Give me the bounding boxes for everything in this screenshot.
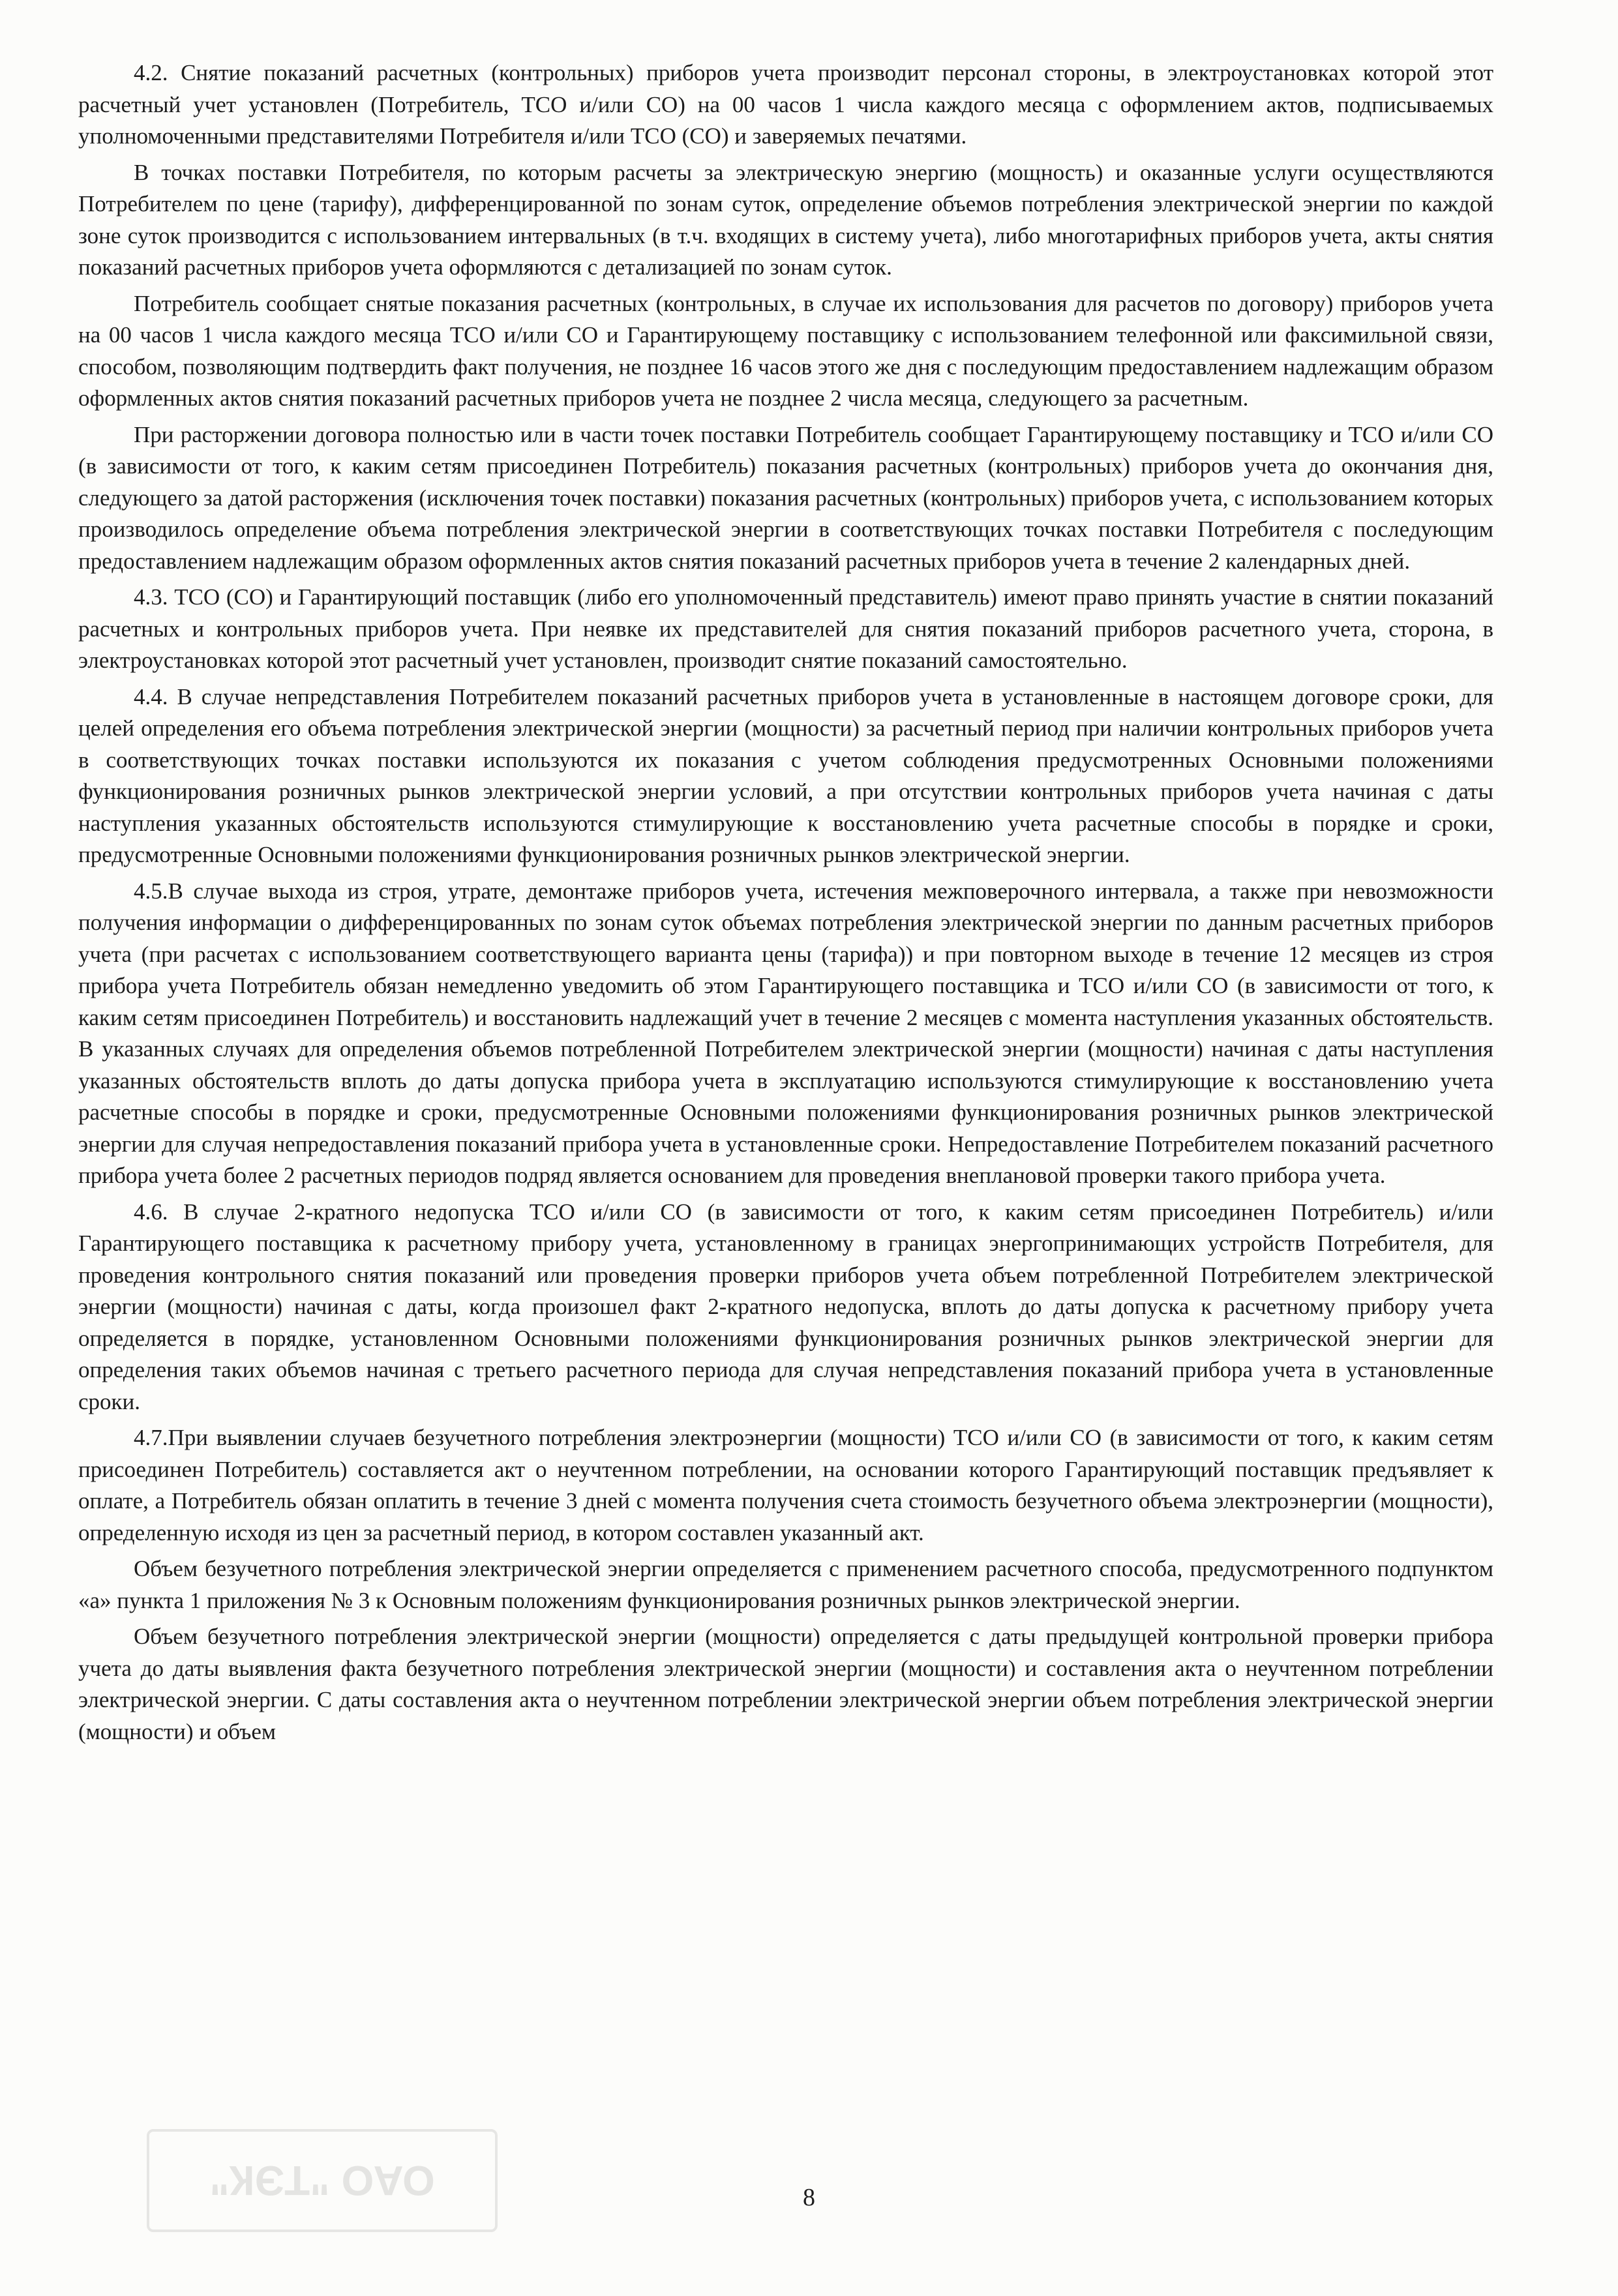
paragraph-4-7: 4.7.При выявлении случаев безучетного потребления электроэнергии (мощности) ТСО и/или СО (в зависимости от того, к каким сетям присоединен Потребитель) составляется акт о неучтенном потреблении, на основании которого Гарантирующий поставщик предъявляет к оплате, а Потребитель обязан оплатить в течение 3 дней с момента получения счета стоимость безучетного объема электроэнергии (мощности), определенную исходя из цен за расчетный период, в котором составлен указанный акт. bbox=[78, 1425, 1493, 1545]
paragraph-4-5: 4.5.В случае выхода из строя, утрате, демонтаже приборов учета, истечения межповерочного интервала, а также при невозможности получения информации о дифференцированных по зонам суток объемах потребления электрической энергии по данным расчетных приборов учета (при расчетах с использованием соответствующего варианта цены (тарифа)) и при повторном выходе в течение 12 месяцев из строя прибора учета Потребитель обязан немедленно уведомить об этом Гарантирующего поставщика и ТСО и/или СО (в зависимости от того, к каким сетям присоединен Потребитель) и восстановить надлежащий учет в течение 2 месяцев с момента наступления указанных обстоятельств. В указанных случаях для определения объемов потребленной Потребителем электрической энергии (мощности) начиная с даты наступления указанных обстоятельств вплоть до даты допуска прибора учета в эксплуатацию используются стимулирующие к восстановлению учета расчетные способы в порядке и сроки, предусмотренные Основными положениями функционирования розничных рынков электрической энергии для случая непредоставления показаний прибора учета в установленные сроки. Непредоставление Потребителем показаний расчетного прибора учета более 2 расчетных периодов подряд является основанием для проведения внеплановой проверки такого прибора учета. bbox=[78, 878, 1493, 1188]
page-number: 8 bbox=[803, 2184, 815, 2211]
paragraph-unmetered-period: Объем безучетного потребления электрической энергии (мощности) определяется с даты предыдущей контрольной проверки прибора учета до даты выявления факта безучетного потребления электрической энергии (мощности) и составления акта о неучтенном потреблении электрической энергии. С даты составления акта о неучтенном потреблении электрической энергии объем потребления электрической энергии (мощности) и объем bbox=[78, 1624, 1493, 1744]
paragraph-4-4: 4.4. В случае непредставления Потребителем показаний расчетных приборов учета в установленные в настоящем договоре сроки, для целей определения его объема потребления электрической энергии (мощности) за расчетный период при наличии контрольных приборов учета в соответствующих точках поставки используются их показания с учетом соблюдения предусмотренных Основными положениями функционирования розничных рынков электрической энергии условий, а при отсутствии контрольных приборов учета начиная с даты наступления указанных обстоятельств используются стимулирующие к восстановлению учета расчетные способы в порядке и сроки, предусмотренные Основными положениями функционирования розничных рынков электрической энергии. bbox=[78, 683, 1493, 867]
document-body bbox=[78, 57, 1493, 1752]
paragraph-termination: При расторжении договора полностью или в части точек поставки Потребитель сообщает Гарантирующему поставщику и ТСО и/или СО (в зависимости от того, к каким сетям присоединен Потребитель) показания расчетных (контрольных) приборов учета до окончания дня, следующего за датой расторжения (исключения точек поставки) показания расчетных (контрольных) приборов учета, с использованием которых производилось определение объема потребления электрической энергии в соответствующих точках поставки Потребителя с последующим предоставлением надлежащим образом оформленных актов снятия показаний расчетных приборов учета в течение 2 календарных дней. bbox=[78, 421, 1493, 574]
stamp-ghost: ОАО "ТЭК" bbox=[147, 2129, 498, 2232]
paragraph-unmetered-method: Объем безучетного потребления электрической энергии определяется с применением расчетного способа, предусмотренного подпунктом «а» пункта 1 приложения № 3 к Основным положениям функционирования розничных рынков электрической энергии. bbox=[78, 1556, 1493, 1613]
paragraph-4-6: 4.6. В случае 2-кратного недопуска ТСО и/или СО (в зависимости от того, к каким сетям присоединен Потребитель) и/или Гарантирующего поставщика к расчетному прибору учета, установленному в границах энергопринимающих устройств Потребителя, для проведения контрольного снятия показаний или проведения проверки приборов учета объем потребленной Потребителем электрической энергии (мощности) начиная с даты, когда произошел факт 2-кратного недопуска, вплоть до даты допуска к расчетному прибору учета определяется в порядке, установленном Основными положениями функционирования розничных рынков электрической энергии для определения таких объемов начиная с третьего расчетного периода для случая непредставления показаний прибора учета в установленные сроки. bbox=[78, 1199, 1493, 1414]
paragraph-4-2: 4.2. Снятие показаний расчетных (контрольных) приборов учета производит персонал стороны, в электроустановках которой этот расчетный учет установлен (Потребитель, ТСО и/или СО) на 00 часов 1 числа каждого месяца с оформлением актов, подписываемых уполномоченными представителями Потребителя и/или ТСО (СО) и заверяемых печатями. bbox=[78, 60, 1493, 149]
paragraph-tariff-zones: В точках поставки Потребителя, по которым расчеты за электрическую энергию (мощность) и оказанные услуги осуществляются Потребителем по цене (тарифу), дифференцированной по зонам суток, определение объемов потребления электрической энергии по каждой зоне суток производится с использованием интервальных (в т.ч. входящих в систему учета), либо многотарифных приборов учета, акты снятия показаний расчетных приборов учета оформляются с детализацией по зонам суток. bbox=[78, 159, 1493, 280]
paragraph-4-3: 4.3. ТСО (СО) и Гарантирующий поставщик (либо его уполномоченный представитель) имеют право принять участие в снятии показаний расчетных и контрольных приборов учета. При неявке их представителей для снятия показаний приборов расчетного учета, сторона, в электроустановках которой этот расчетный учет установлен, производит снятие показаний самостоятельно. bbox=[78, 584, 1493, 673]
paragraph-readings-report: Потребитель сообщает снятые показания расчетных (контрольных, в случае их использования для расчетов по договору) приборов учета на 00 часов 1 числа каждого месяца ТСО и/или СО и Гарантирующему поставщику с использованием телефонной или факсимильной связи, способом, позволяющим подтвердить факт получения, не позднее 16 часов этого же дня с последующим предоставлением надлежащим образом оформленных актов снятия показаний расчетных приборов учета не позднее 2 числа месяца, следующего за расчетным. bbox=[78, 290, 1493, 411]
